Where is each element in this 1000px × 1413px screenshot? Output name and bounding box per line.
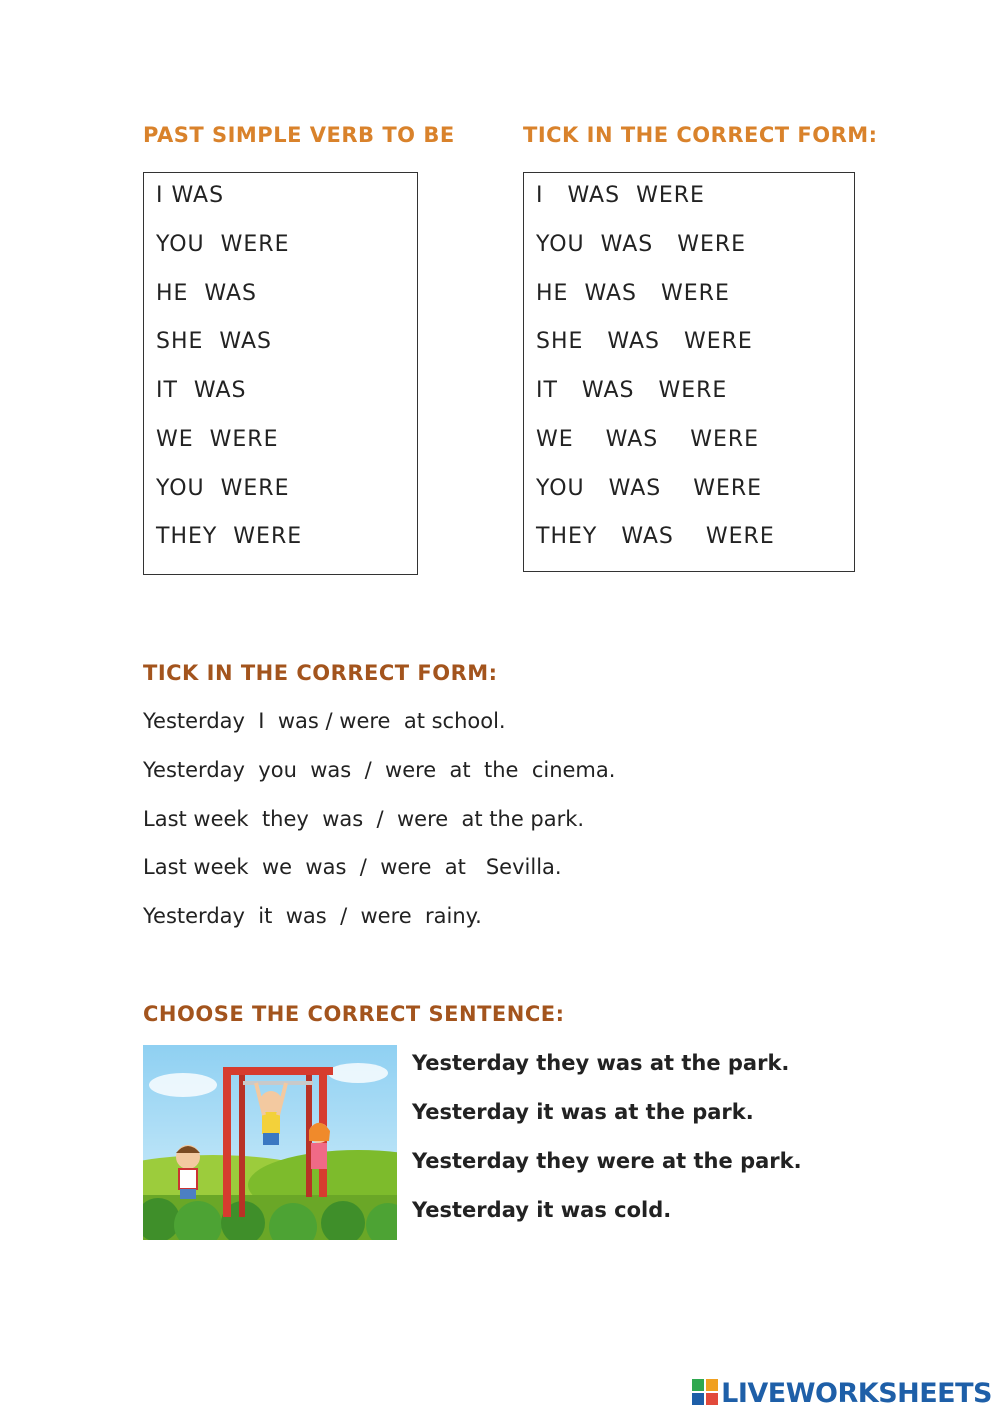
section-title-tick-table: TICK IN THE CORRECT FORM: (523, 123, 878, 147)
separator: / (346, 855, 381, 879)
option-was[interactable]: WAS (584, 281, 638, 306)
verb-row: I WAS (156, 183, 225, 208)
pronoun: SHE (536, 329, 584, 354)
tick-row (536, 524, 775, 549)
option-was[interactable]: was (305, 855, 347, 879)
sentence-prefix: Yesterday it (143, 904, 286, 928)
pronoun: THEY (536, 524, 598, 549)
tick-row (536, 281, 730, 306)
sentence-option[interactable]: Yesterday it was at the park. (412, 1100, 754, 1124)
sentence-option[interactable]: Yesterday they was at the park. (412, 1051, 790, 1075)
verb-row: WE WERE (156, 427, 279, 452)
tick-row (536, 329, 753, 354)
park-illustration (143, 1045, 397, 1240)
tick-row (536, 232, 746, 257)
pronoun: WE (536, 427, 574, 452)
separator: / (363, 807, 397, 831)
option-was[interactable]: was (285, 904, 327, 928)
separator: / (318, 709, 340, 733)
sentence-suffix: at school. (390, 709, 506, 733)
tick-sentence (143, 807, 584, 831)
pronoun: IT (536, 378, 558, 403)
option-was[interactable]: was (277, 709, 319, 733)
tick-sentence (143, 904, 482, 928)
option-were[interactable]: were (380, 855, 432, 879)
option-were[interactable]: WERE (690, 427, 760, 452)
option-was[interactable]: WAS (608, 476, 662, 501)
option-was[interactable]: was (322, 807, 364, 831)
option-was[interactable]: WAS (600, 232, 654, 257)
option-were[interactable]: WERE (636, 183, 705, 208)
option-were[interactable]: were (396, 807, 449, 831)
option-were[interactable]: WERE (693, 476, 763, 501)
sentence-suffix: at the park. (448, 807, 585, 831)
tick-row (536, 427, 759, 452)
option-was[interactable]: WAS (581, 378, 635, 403)
separator: / (326, 904, 361, 928)
verb-row: HE WAS (156, 281, 257, 306)
verb-row: THEY WERE (156, 524, 303, 549)
separator: / (351, 758, 386, 782)
section-title-choose-sentence: CHOOSE THE CORRECT SENTENCE: (143, 1002, 565, 1026)
tick-sentence (143, 758, 615, 782)
option-were[interactable]: WERE (661, 281, 730, 306)
tick-row (536, 183, 705, 208)
logo-text: LIVEWORKSHEETS (721, 1377, 992, 1409)
sentence-suffix: rainy. (411, 904, 482, 928)
verb-row: YOU WERE (156, 476, 290, 501)
option-were[interactable]: were (339, 709, 391, 733)
section-title-verb-to-be: PAST SIMPLE VERB TO BE (143, 123, 455, 147)
sentence-option[interactable]: Yesterday they were at the park. (412, 1149, 802, 1173)
sentence-prefix: Yesterday I (143, 709, 278, 733)
option-were[interactable]: WERE (658, 378, 728, 403)
option-were[interactable]: WERE (683, 329, 753, 354)
sentence-suffix: at Sevilla. (431, 855, 562, 879)
liveworksheets-logo-icon (692, 1379, 718, 1407)
pronoun: HE (536, 281, 569, 306)
sentence-option[interactable]: Yesterday it was cold. (412, 1198, 672, 1222)
section-title-tick-sentences: TICK IN THE CORRECT FORM: (143, 661, 498, 685)
tick-row (536, 378, 727, 403)
liveworksheets-logo[interactable] (692, 1376, 992, 1410)
pronoun: I (536, 183, 544, 208)
tick-table (523, 172, 855, 572)
option-were[interactable]: WERE (705, 524, 775, 549)
tick-sentence (143, 709, 506, 733)
option-was[interactable]: WAS (621, 524, 674, 549)
option-was[interactable]: WAS (605, 427, 659, 452)
option-were[interactable]: were (385, 758, 437, 782)
sentence-prefix: Last week we (143, 855, 306, 879)
option-were[interactable]: were (360, 904, 412, 928)
option-were[interactable]: WERE (677, 232, 747, 257)
pronoun: YOU (536, 476, 585, 501)
option-was[interactable]: WAS (607, 329, 660, 354)
tick-sentence (143, 855, 562, 879)
sentence-prefix: Last week they (143, 807, 323, 831)
pronoun: YOU (536, 232, 585, 257)
option-was[interactable]: was (310, 758, 352, 782)
option-was[interactable]: WAS (567, 183, 621, 208)
tick-row (536, 476, 762, 501)
verb-to-be-table (143, 172, 418, 575)
verb-row: SHE WAS (156, 329, 272, 354)
sentence-prefix: Yesterday you (143, 758, 311, 782)
verb-row: IT WAS (156, 378, 247, 403)
sentence-suffix: at the cinema. (436, 758, 616, 782)
verb-row: YOU WERE (156, 232, 290, 257)
